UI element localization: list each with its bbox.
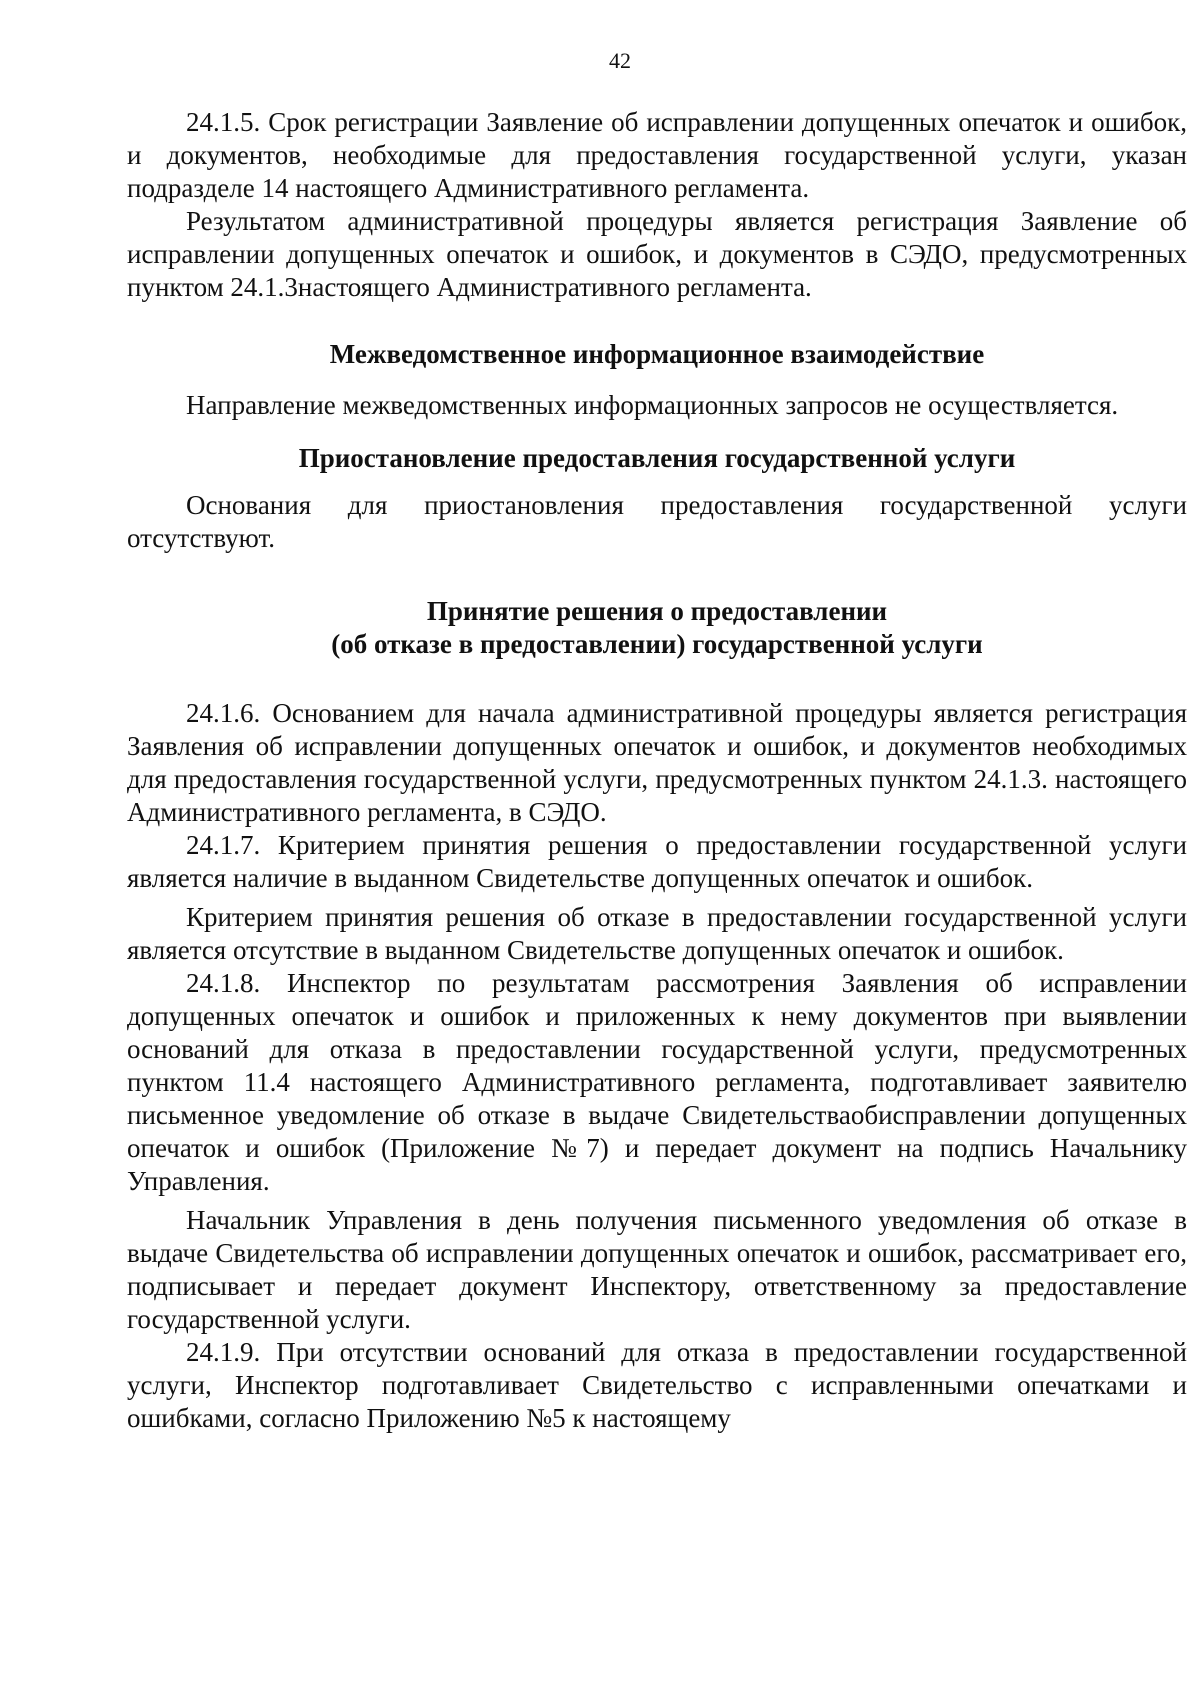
paragraph-24-1-6: 24.1.6. Основанием для начала административной процедуры является регистрация Заявления об исправлении допущенных опечаток и ошибок, и документов необходимых для предоставления государственной услуги, предусмотренных пунктом 24.1.3. настоящего Административного регламента, в СЭДО.	[127, 698, 1187, 827]
paragraph-result-registration: Результатом административной процедуры является регистрация Заявление об исправлении допущенных опечаток и ошибок, и документов в СЭДО, предусмотренных пунктом 24.1.3настоящего Административного регламента.	[127, 206, 1187, 302]
paragraph-24-1-7: 24.1.7. Критерием принятия решения о предоставлении государственной услуги является наличие в выданном Свидетельстве допущенных опечаток и ошибок.	[127, 830, 1187, 893]
heading-decision-line1: Принятие решения о предоставлении	[426, 596, 888, 626]
heading-decision-line2: (об отказе в предоставлении) государственной услуги	[331, 629, 983, 659]
heading-suspension: Приостановление предоставления государственной услуги	[298, 443, 1016, 473]
heading-interagency-interaction: Межведомственное информационное взаимодействие	[329, 339, 985, 369]
page-number: 42	[609, 48, 631, 73]
paragraph-refusal-criterion: Критерием принятия решения об отказе в предоставлении государственной услуги является отсутствие в выданном Свидетельстве допущенных опечаток и ошибок.	[127, 902, 1187, 965]
paragraph-24-1-9: 24.1.9. При отсутствии оснований для отказа в предоставлении государственной услуги, Инспектор подготавливает Свидетельство с исправленными опечатками и ошибками, согласно Приложению №5 к настоящему	[127, 1337, 1187, 1433]
heading-decision	[127, 595, 1187, 661]
document-body	[127, 106, 1187, 1435]
paragraph-interagency-requests: Направление межведомственных информационных запросов не осуществляется.	[186, 390, 1119, 420]
paragraph-24-1-5: 24.1.5. Срок регистрации Заявление об исправлении допущенных опечаток и ошибок, и документов, необходимые для предоставления государственной услуги, указан подразделе 14 настоящего Административного регламента.	[127, 107, 1187, 203]
paragraph-suspension-grounds: Основания для приостановления предоставления государственной услуги отсутствуют.	[127, 490, 1187, 553]
paragraph-24-1-8: 24.1.8. Инспектор по результатам рассмотрения Заявления об исправлении допущенных опечаток и ошибок и приложенных к нему документов при выявлении оснований для отказа в предоставлении государственной услуги, предусмотренных пунктом 11.4 настоящего Административного регламента, подготавливает заявителю письменное уведомление об отказе в выдаче Свидетельстваобисправлении допущенных опечаток и ошибок (Приложение №7) и передает документ на подпись Начальнику Управления.	[127, 968, 1187, 1196]
paragraph-head-of-department: Начальник Управления в день получения письменного уведомления об отказе в выдаче Свидетельства об исправлении допущенных опечаток и ошибок, рассматривает его, подписывает и передает документ Инспектору, ответственному за предоставление государственной услуги.	[127, 1205, 1187, 1334]
